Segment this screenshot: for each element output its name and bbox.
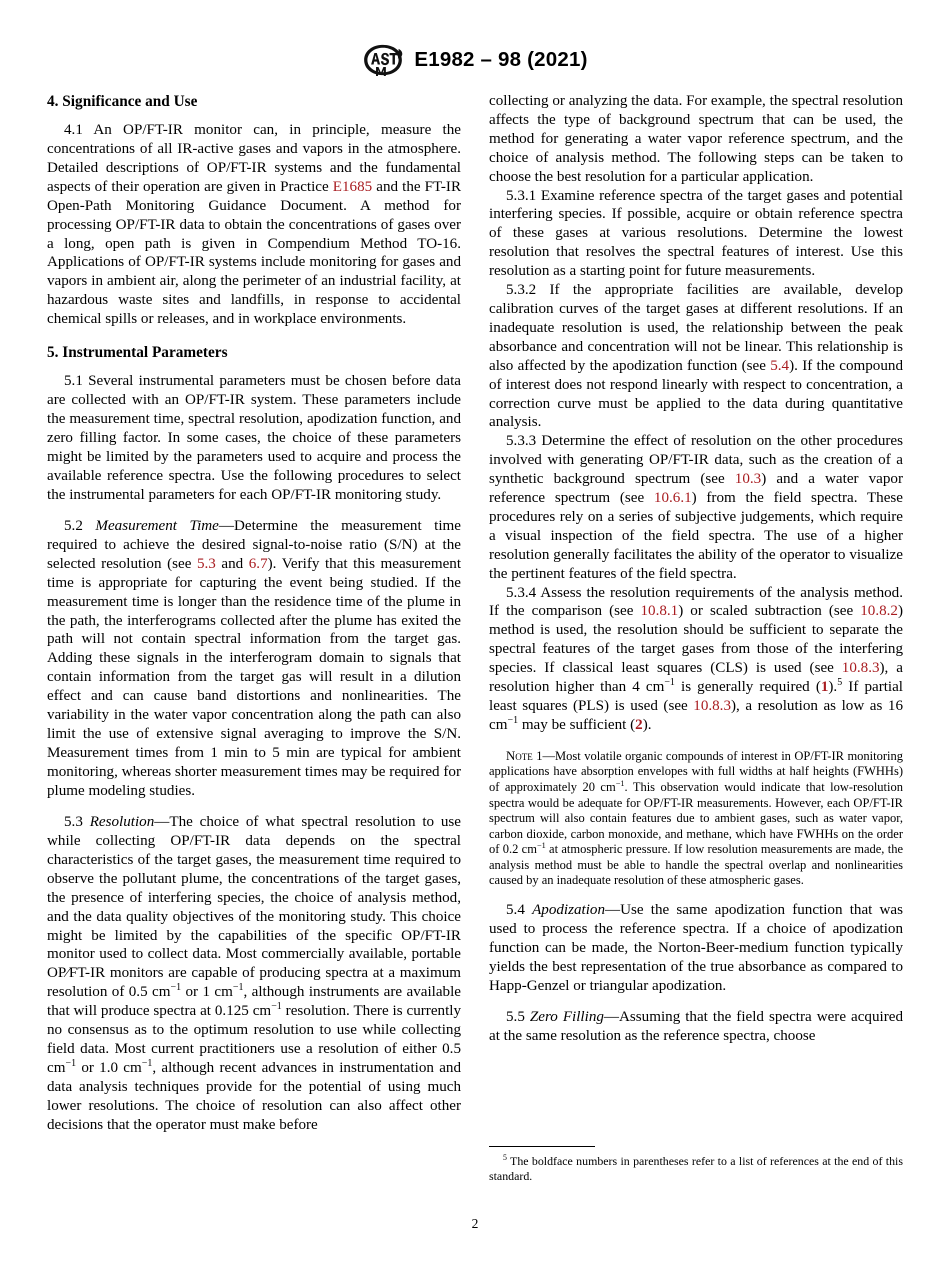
p534-sup-1: −1 xyxy=(664,677,675,689)
p53-sup-3: −1 xyxy=(271,1001,282,1013)
note-text-b: . This observation would indicate that low-resolution spectra would be adequate for OP/FT-IR measurements. However, each OP/FT-IR spectrum will also contain features due to ambient gases, such as water vapor, carbon dioxide, carbon monoxide, and methane, which have FWHHs on the order of 0.2 cm xyxy=(489,779,904,857)
p534-text-j: ). xyxy=(642,716,652,733)
paragraph-5-3-4 xyxy=(489,584,903,735)
xref-5-3[interactable]: 5.3 xyxy=(196,555,216,572)
paragraph-5-3-1: 5.3.1 Examine reference spectra of the target gases and potential interfering species. If possible, acquire or obtain reference spectra of these gases at various resolutions. Determine the lowest resolution that resolves the spectral features of interest. Use this resolution as a starting point for future measurements. xyxy=(489,187,903,280)
note-text-a: —Most volatile organic compounds of interest in OP/FT-IR monitoring applications have absorption envelopes with full widths at half heights (FWHHs) of approximately 20 cm xyxy=(489,748,903,794)
p533-text-a: 5.3.3 Determine the effect of resolution on the other procedures involved with generating OP/FT-IR data, such as the creation of a synthetic background spectrum (see xyxy=(489,433,903,488)
p534-text-e: is generally required ( xyxy=(674,679,821,696)
p534-text-c: ) method is used, the resolution should be sufficient to separate the spectral features of the target gases from those of the interfering species. If classical least squares (CLS) is used (see xyxy=(489,603,903,677)
section-heading-4: 4. Significance and Use xyxy=(47,93,198,110)
footnote-separator-rule xyxy=(489,1146,595,1147)
xref-5-4[interactable]: 5.4 xyxy=(770,357,790,374)
note-label: Note xyxy=(506,748,533,763)
p55-number: 5.5 xyxy=(506,1009,530,1026)
p53-text-e: or 1.0 cm xyxy=(76,1059,142,1076)
p52-text-c: ). Verify that this measurement time is appropriate for capturing the event being studied. If the measurement time is longer than the residence time of the plume in the path, the interferograms collected after the plume has exited the path will not contain spectral information from the target gas. Adding these signals in the interferogram domain to signals that contain information from the target gas will result in a dilution effect and can cause band distortions and nonlinearities. The variability in the water vapor concentration along the path can also limit the use of extensive signal averaging to improve the S/N. Measurement times from 1 min to 5 min are typical for ambient monitoring, whereas shorter measurement times may be required for plume modeling studies. xyxy=(47,555,462,799)
p53-sup-1: −1 xyxy=(170,982,182,994)
footnote-marker-5[interactable]: 5 xyxy=(837,677,843,689)
p53-text-d: resolution. There is currently no consensus as to the optimum resolution to use while collecting field data. Most current practitioners use a resolution of either 0.5 cm xyxy=(47,1003,462,1076)
p41-text-b: and the FT-IR Open-Path Monitoring Guidance Document. A method for processing OP/FT-IR data to obtain the concentrations of gases over a long, open path is given in Compendium Method TO-16. Applications of OP/FT-IR systems include monitoring for gases and vapors in ambient air, along the perimeter of an industrial facility, at hazardous waste sites and landfills, in response to accidental chemical spills or releases, and in workplace environments. xyxy=(47,178,462,328)
p534-text-a: 5.3.4 Assess the resolution requirements of the analysis method. If the comparison (see xyxy=(489,584,903,620)
p53-sup-4: −1 xyxy=(65,1057,77,1069)
footnote-text: The boldface numbers in parentheses refer to a list of references at the end of this standard. xyxy=(489,1154,903,1184)
p54-number: 5.4 xyxy=(506,902,533,919)
p534-text-b: ) or scaled subtraction (see xyxy=(678,603,861,620)
p53-number: 5.3 xyxy=(64,814,90,831)
paragraph-5-2 xyxy=(47,517,461,801)
section-heading-5: 5. Instrumental Parameters xyxy=(47,344,228,362)
xref-10-8-2[interactable]: 10.8.2 xyxy=(860,603,898,620)
p53-title: Resolution xyxy=(89,814,155,831)
footnote-5 xyxy=(489,1154,903,1184)
paragraph-5-4 xyxy=(489,901,903,996)
paragraph-4-1 xyxy=(47,121,461,329)
page-header xyxy=(0,44,950,76)
paragraph-5-3-2 xyxy=(489,281,903,432)
p534-text-g: If partial least squares (PLS) is used (see xyxy=(489,679,903,714)
note-text-c: at atmospheric pressure. If low resolution measurements are made, the analysis method must be able to handle the spectral overlap and nonlinearities caused by an inadequate resolution of these atmospheric gases. xyxy=(489,842,903,888)
p534-sup-2: −1 xyxy=(507,714,519,726)
footnote-number: 5 xyxy=(503,1153,507,1163)
p54-text: —Use the same apodization function that was used to process the reference spectra. If a choice of apodization function can be made, the Norton-Beer-medium function typically yields the best representation of the true absorbance as compared to Happ-Genzel or triangular apodization. xyxy=(489,902,904,994)
p54-title: Apodization xyxy=(532,902,606,919)
p53-text-a: —The choice of what spectral resolution to use while collecting OP/FT-IR data depends on the spectral characteristics of the target gases, the measurement time required to observe the pollutant plume, the concentrations of the target gases, the presence of interfering species, the choice of analysis method, and the data quality objectives of the monitoring study. This choice might be limited by the capabilities of the specific OP/FT-IR monitor used to collect data. Most commercially available, portable OP⁄FT-IR monitors are capable of producing spectra at a maximum resolution of 0.5 cm xyxy=(47,814,461,1001)
p52-number: 5.2 xyxy=(64,518,96,535)
note-1 xyxy=(489,748,903,889)
p52-text-b: and xyxy=(215,555,249,572)
astm-logo-icon xyxy=(362,44,404,76)
p534-text-d: ), a resolution higher than 4 cm xyxy=(489,660,903,696)
footnote-block xyxy=(489,1146,903,1184)
left-column xyxy=(47,92,461,1135)
xref-e1685[interactable]: E1685 xyxy=(332,178,373,195)
p532-text-b: ). If the compound of interest does not respond linearly with respect to concentration, a correction curve must be applied to the data during quantitative analysis. xyxy=(489,357,903,431)
p52-title: Measurement Time xyxy=(95,518,219,535)
p534-text-f: ). xyxy=(828,679,838,696)
p52-text-a: —Determine the measurement time required to achieve the desired signal-to-noise ratio (S/N) at the selected resolution (see xyxy=(47,518,461,572)
p533-text-c: ) from the field spectra. These procedures rely on a series of subjective judgements, which require a visual inspection of the field spectra. The use of a higher resolution generally facilitates the ability of the operator to visualize the pertinent features of the field spectra. xyxy=(489,490,903,582)
paragraph-5-3 xyxy=(47,813,461,1134)
p53-sup-2: −1 xyxy=(232,982,244,994)
xref-10-3[interactable]: 10.3 xyxy=(734,471,762,488)
p534-text-h: ), a resolution as low as 16 cm xyxy=(489,698,903,733)
p534-text-i: may be sufficient ( xyxy=(518,716,636,733)
body-columns xyxy=(47,92,903,1135)
p53-text-c: , although instruments are available that will produce spectra at 0.125 cm xyxy=(47,984,461,1020)
reference-marker-1[interactable]: 1 xyxy=(820,679,829,696)
standard-designation: E1982 – 98 (2021) xyxy=(414,48,588,71)
paragraph-5-3-continued: collecting or analyzing the data. For example, the spectral resolution affects the type of background spectrum that can be used, the method for generating a water vapor reference spectrum, and the choice of analysis method. The following steps can be taken to choose the best resolution for a particular application. xyxy=(489,93,903,185)
p532-text-a: 5.3.2 If the appropriate facilities are available, develop calibration curves of the target gases at different resolutions. If an inadequate resolution is used, the relationship between the peak absorbance and concentration will not be linear. This relationship is also affected by the apodization function (see xyxy=(489,282,903,374)
note-number: 1 xyxy=(532,748,543,763)
note-sup-1: −1 xyxy=(615,778,625,788)
paragraph-5-3-3 xyxy=(489,432,903,583)
p53-text-b: or 1 cm xyxy=(181,984,233,1001)
p41-text-a: 4.1 An OP/FT-IR monitor can, in principle, measure the concentrations of all IR-active gases and vapors in the atmosphere. Detailed descriptions of OP/FT-IR systems and the fundamental aspects of their operation are given in Practice xyxy=(47,122,461,195)
xref-10-6-1[interactable]: 10.6.1 xyxy=(653,490,692,507)
p533-text-b: ) and a water vapor reference spectrum (see xyxy=(489,471,904,507)
p53-sup-5: −1 xyxy=(141,1057,153,1069)
note-sup-2: −1 xyxy=(536,841,546,851)
paragraph-5-1: 5.1 Several instrumental parameters must be chosen before data are collected with an OP/FT-IR system. These parameters include the measurement time, spectral resolution, apodization function, and zero filling factor. In some cases, the choice of these parameters might be limited by the parameters used to acquire and process the available reference spectra. Use the following procedures to select the instrumental parameters for each OP/FT-IR monitoring study. xyxy=(47,373,461,503)
xref-6-7[interactable]: 6.7 xyxy=(248,555,268,572)
p55-text: —Assuming that the field spectra were acquired at the same resolution as the reference spectra, choose xyxy=(489,1009,903,1045)
p55-title: Zero Filling xyxy=(529,1009,604,1026)
page-number: 2 xyxy=(471,1216,479,1231)
right-column xyxy=(489,92,903,1135)
paragraph-5-5 xyxy=(489,1008,903,1046)
xref-10-8-1[interactable]: 10.8.1 xyxy=(640,603,679,620)
reference-marker-2[interactable]: 2 xyxy=(635,716,643,733)
p53-text-f: , although recent advances in instrumentation and data analysis techniques provide for the potential of using much lower resolutions. The choice of resolution can also affect other decisions that the operator must make before xyxy=(47,1059,462,1133)
xref-10-8-3-a[interactable]: 10.8.3 xyxy=(841,660,880,677)
xref-10-8-3-b[interactable]: 10.8.3 xyxy=(693,698,731,714)
